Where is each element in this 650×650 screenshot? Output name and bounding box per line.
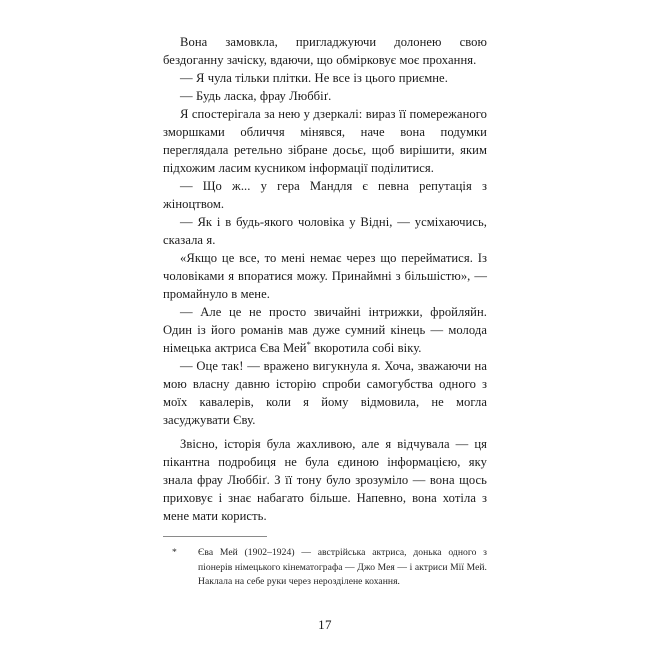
- paragraph-text-before-ref: — Але це не просто звичайні інтрижки, фройляйн. Один із його романів мав дуже сумний кінець — молода німецька актриса Єва Мей: [163, 305, 487, 355]
- paragraph-quote: «Якщо це все, то мені немає через що перейматися. Із чоловіками я впоратися можу. Принаймні з більшістю», — промайнуло в мене.: [163, 251, 487, 301]
- paragraph: Звісно, історія була жахливою, але я відчувала — ця пікантна подробиця не була єдиною інформацією, яку знала фрау Люббіґ. З її тону було зрозуміло — вона щось приховує і знає набагато більше. Напевно, вона хотіла з мене мати користь.: [163, 437, 487, 523]
- paragraph: Я спостерігала за нею у дзеркалі: вираз її помережаного зморшками обличчя мінявся, наче вона подумки переглядала ретельно зібране досьє, щоб вирішити, яким підхожим ласим кусником інформації поділитися.: [163, 107, 487, 175]
- page-number: 17: [318, 617, 332, 632]
- footnote: [163, 546, 487, 590]
- paragraph-dialogue: — Оце так! — вражено вигукнула я. Хоча, зважаючи на мою власну давню історію спроби самогубства одного з моїх кавалерів, коли я йому відмовила, не могла засуджувати Єву.: [163, 359, 487, 427]
- body-text-block: [163, 33, 487, 525]
- footnote-area: [163, 536, 487, 590]
- paragraph-text-after-ref: вкоротила собі віку.: [310, 341, 422, 355]
- paragraph-dialogue: — Як і в будь-якого чоловіка у Відні, — усміхаючись, сказала я.: [163, 215, 487, 247]
- footnote-separator-rule: [163, 536, 267, 537]
- paragraph-dialogue: — Що ж... у гера Мандля є певна репутація з жіноцтвом.: [163, 179, 487, 211]
- paragraph-with-footnote-ref: [163, 303, 487, 357]
- paragraph-dialogue: — Будь ласка, фрау Люббіґ.: [180, 89, 332, 103]
- footnote-reference-marker[interactable]: *: [306, 338, 311, 349]
- footnote-marker: *: [172, 547, 177, 558]
- footnote-text: Єва Мей (1902–1924) — австрійська актриса, донька одного з піонерів німецького кінематографа — Джо Мея — і актриси Мії Мей. Наклала на себе руки через нерозділене кохання.: [198, 547, 487, 588]
- paragraph-dialogue: — Я чула тільки плітки. Не все із цього приємне.: [180, 71, 448, 85]
- paragraph: Вона замовкла, пригладжуючи долонею свою бездоганну зачіску, вдаючи, що обмірковує моє прохання.: [163, 35, 487, 67]
